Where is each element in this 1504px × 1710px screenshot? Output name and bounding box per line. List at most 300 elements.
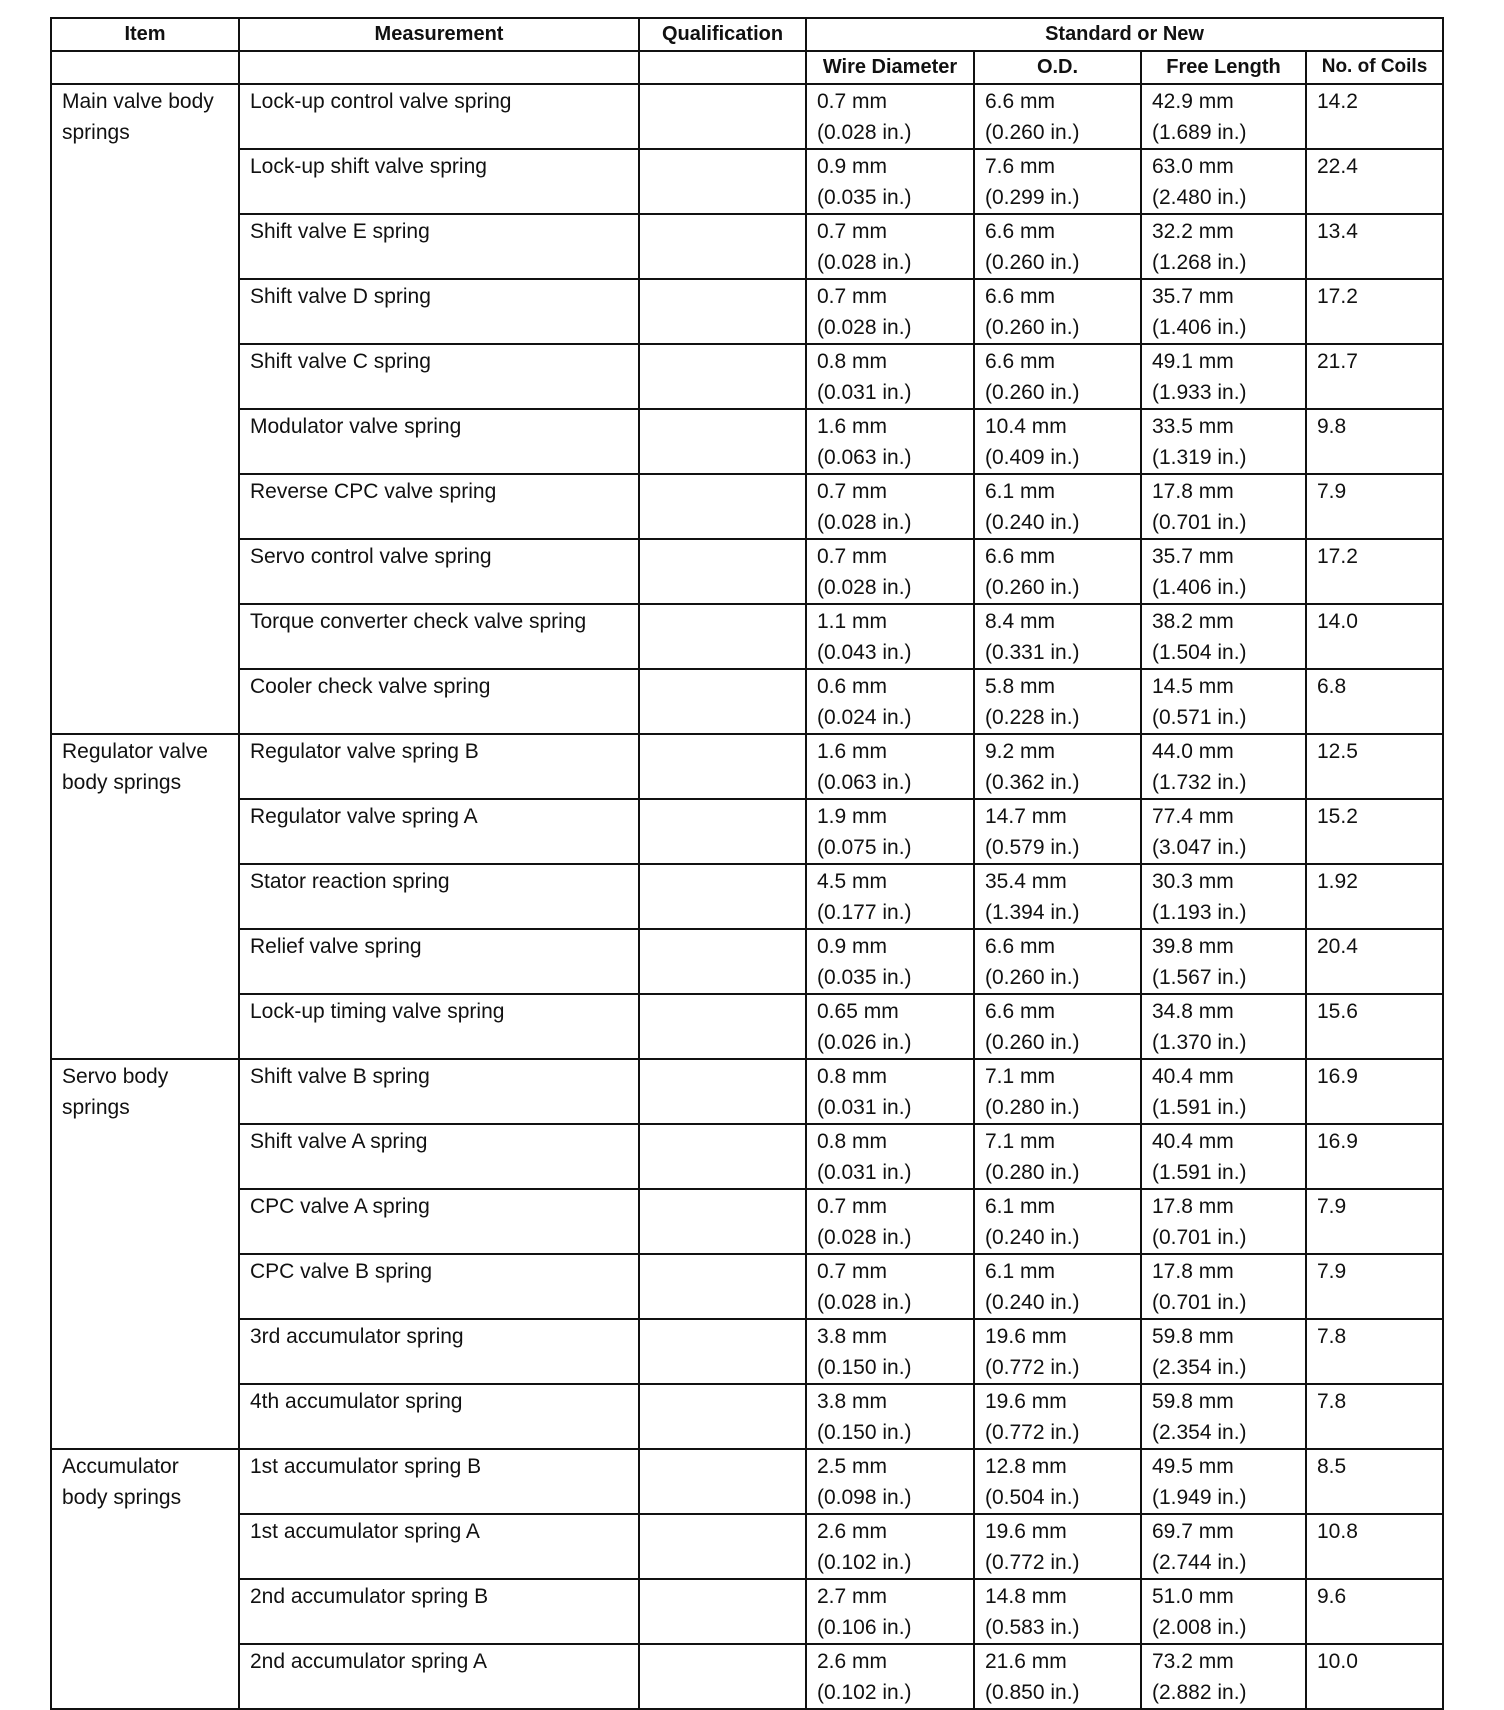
header-free-length: Free Length [1141, 51, 1306, 84]
coils-cell [1306, 214, 1443, 279]
wire-diameter-cell-value: (0.028 in.) [817, 316, 912, 339]
coils-cell [1306, 1254, 1443, 1319]
coils-cell-value: 7.8 [1317, 1325, 1347, 1348]
qualification-cell [639, 1384, 806, 1449]
measurement-cell-value: Shift valve C spring [250, 350, 431, 373]
measurement-cell-value: Lock-up timing valve spring [250, 1000, 505, 1023]
od-cell-value: 6.6 mm [985, 90, 1056, 113]
od-cell-value: 6.6 mm [985, 220, 1056, 243]
coils-cell [1306, 1124, 1443, 1189]
free-length-cell-value: (1.370 in.) [1152, 1031, 1247, 1054]
measurement-cell [239, 929, 639, 994]
free-length-cell-value: (1.319 in.) [1152, 446, 1247, 469]
qualification-cell [639, 604, 806, 669]
wire-diameter-cell-value: 2.6 mm [817, 1650, 888, 1673]
free-length-cell-value: 73.2 mm [1152, 1650, 1234, 1673]
coils-cell-value: 16.9 [1317, 1130, 1358, 1153]
table-row [51, 1579, 1443, 1644]
od-cell-value: 6.1 mm [985, 1260, 1056, 1283]
qualification-cell [639, 409, 806, 474]
coils-cell [1306, 1319, 1443, 1384]
measurement-cell [239, 1124, 639, 1189]
group-item-label: Main valve body springs [62, 90, 214, 144]
qualification-cell [639, 1644, 806, 1709]
measurement-cell-value: Torque converter check valve spring [250, 610, 587, 633]
coils-cell-value: 9.8 [1317, 415, 1347, 438]
measurement-cell [239, 799, 639, 864]
od-cell-value: (0.260 in.) [985, 381, 1080, 404]
wire-diameter-cell-value: 2.6 mm [817, 1520, 888, 1543]
free-length-cell-value: 44.0 mm [1152, 740, 1234, 763]
group-item-label: Accumulator body springs [62, 1455, 182, 1509]
coils-cell [1306, 539, 1443, 604]
od-cell-value: (0.228 in.) [985, 706, 1080, 729]
free-length-cell-value: 42.9 mm [1152, 90, 1234, 113]
wire-diameter-cell [806, 1189, 974, 1254]
free-length-cell-value: 51.0 mm [1152, 1585, 1234, 1608]
table-row [51, 669, 1443, 734]
measurement-cell [239, 409, 639, 474]
wire-diameter-cell [806, 409, 974, 474]
table-row [51, 1254, 1443, 1319]
wire-diameter-cell [806, 539, 974, 604]
measurement-cell-value: 2nd accumulator spring A [250, 1650, 487, 1673]
wire-diameter-cell-value: (0.063 in.) [817, 771, 912, 794]
wire-diameter-cell-value: (0.150 in.) [817, 1356, 912, 1379]
measurement-cell-value: Regulator valve spring B [250, 740, 479, 763]
qualification-cell [639, 734, 806, 799]
free-length-cell-value: 17.8 mm [1152, 1260, 1234, 1283]
od-cell-value: (0.260 in.) [985, 576, 1080, 599]
qualification-cell [639, 1319, 806, 1384]
measurement-cell-value: Relief valve spring [250, 935, 422, 958]
measurement-cell-value: Shift valve D spring [250, 285, 431, 308]
free-length-cell-value: 35.7 mm [1152, 285, 1234, 308]
coils-cell-value: 6.8 [1317, 675, 1347, 698]
free-length-cell-value: (2.744 in.) [1152, 1551, 1247, 1574]
od-cell [974, 1449, 1141, 1514]
wire-diameter-cell [806, 1644, 974, 1709]
table-row [51, 1124, 1443, 1189]
wire-diameter-cell-value: (0.028 in.) [817, 1291, 912, 1314]
free-length-cell [1141, 994, 1306, 1059]
free-length-cell [1141, 799, 1306, 864]
wire-diameter-cell-value: (0.035 in.) [817, 186, 912, 209]
od-cell-value: (0.260 in.) [985, 316, 1080, 339]
free-length-cell-value: (1.268 in.) [1152, 251, 1247, 274]
wire-diameter-cell-value: (0.043 in.) [817, 641, 912, 664]
measurement-cell-value: 3rd accumulator spring [250, 1325, 464, 1348]
table-row [51, 409, 1443, 474]
header-row-1 [51, 18, 1443, 51]
coils-cell-value: 9.6 [1317, 1585, 1347, 1608]
coils-cell [1306, 84, 1443, 149]
wire-diameter-cell-value: (0.024 in.) [817, 706, 912, 729]
od-cell-value: (0.772 in.) [985, 1551, 1080, 1574]
coils-cell-value: 17.2 [1317, 545, 1358, 568]
free-length-cell [1141, 474, 1306, 539]
free-length-cell-value: (1.732 in.) [1152, 771, 1247, 794]
wire-diameter-cell-value: 0.6 mm [817, 675, 888, 698]
free-length-cell-value: (1.591 in.) [1152, 1161, 1247, 1184]
measurement-cell-value: Lock-up control valve spring [250, 90, 512, 113]
wire-diameter-cell [806, 669, 974, 734]
od-cell-value: (0.260 in.) [985, 966, 1080, 989]
wire-diameter-cell [806, 929, 974, 994]
free-length-cell-value: (0.701 in.) [1152, 511, 1247, 534]
table-row [51, 1319, 1443, 1384]
od-cell-value: (0.772 in.) [985, 1421, 1080, 1444]
measurement-cell [239, 474, 639, 539]
free-length-cell [1141, 1059, 1306, 1124]
wire-diameter-cell-value: 0.8 mm [817, 350, 888, 373]
wire-diameter-cell-value: (0.028 in.) [817, 1226, 912, 1249]
coils-cell-value: 7.9 [1317, 1260, 1347, 1283]
wire-diameter-cell-value: (0.035 in.) [817, 966, 912, 989]
table-row [51, 214, 1443, 279]
header-wire-diameter: Wire Diameter [806, 51, 974, 84]
wire-diameter-cell [806, 344, 974, 409]
wire-diameter-cell [806, 864, 974, 929]
measurement-cell [239, 1059, 639, 1124]
od-cell [974, 929, 1141, 994]
coils-cell [1306, 279, 1443, 344]
coils-cell [1306, 734, 1443, 799]
free-length-cell-value: (1.949 in.) [1152, 1486, 1247, 1509]
header-row-2 [51, 51, 1443, 84]
free-length-cell [1141, 734, 1306, 799]
wire-diameter-cell-value: 1.6 mm [817, 415, 888, 438]
free-length-cell [1141, 1319, 1306, 1384]
wire-diameter-cell-value: (0.028 in.) [817, 576, 912, 599]
free-length-cell [1141, 409, 1306, 474]
qualification-cell [639, 279, 806, 344]
table-row [51, 149, 1443, 214]
coils-cell [1306, 799, 1443, 864]
free-length-cell [1141, 1644, 1306, 1709]
measurement-cell [239, 1644, 639, 1709]
wire-diameter-cell [806, 1384, 974, 1449]
measurement-cell-value: Cooler check valve spring [250, 675, 491, 698]
od-cell-value: (0.240 in.) [985, 1226, 1080, 1249]
wire-diameter-cell-value: 0.7 mm [817, 285, 888, 308]
table-row [51, 1449, 1443, 1514]
wire-diameter-cell-value: 2.7 mm [817, 1585, 888, 1608]
free-length-cell-value: (0.571 in.) [1152, 706, 1247, 729]
od-cell-value: (0.583 in.) [985, 1616, 1080, 1639]
free-length-cell [1141, 279, 1306, 344]
coils-cell-value: 16.9 [1317, 1065, 1358, 1088]
qualification-cell [639, 994, 806, 1059]
qualification-cell [639, 1189, 806, 1254]
coils-cell [1306, 1059, 1443, 1124]
measurement-cell [239, 1254, 639, 1319]
qualification-cell [639, 344, 806, 409]
wire-diameter-cell [806, 1124, 974, 1189]
measurement-cell [239, 344, 639, 409]
od-cell-value: 8.4 mm [985, 610, 1056, 633]
od-cell-value: (0.409 in.) [985, 446, 1080, 469]
od-cell-value: (0.579 in.) [985, 836, 1080, 859]
od-cell-value: (0.260 in.) [985, 121, 1080, 144]
wire-diameter-cell-value: 0.7 mm [817, 90, 888, 113]
free-length-cell-value: (1.567 in.) [1152, 966, 1247, 989]
free-length-cell-value: 32.2 mm [1152, 220, 1234, 243]
header-od: O.D. [974, 51, 1141, 84]
wire-diameter-cell [806, 604, 974, 669]
od-cell-value: (0.772 in.) [985, 1356, 1080, 1379]
free-length-cell-value: (1.933 in.) [1152, 381, 1247, 404]
od-cell [974, 994, 1141, 1059]
group-item-cell [51, 734, 239, 1059]
wire-diameter-cell-value: 2.5 mm [817, 1455, 888, 1478]
wire-diameter-cell-value: (0.028 in.) [817, 511, 912, 534]
wire-diameter-cell [806, 1514, 974, 1579]
measurement-cell [239, 279, 639, 344]
free-length-cell-value: (2.008 in.) [1152, 1616, 1247, 1639]
wire-diameter-cell-value: (0.075 in.) [817, 836, 912, 859]
od-cell-value: 5.8 mm [985, 675, 1056, 698]
qualification-cell [639, 539, 806, 604]
wire-diameter-cell [806, 474, 974, 539]
qualification-cell [639, 1254, 806, 1319]
group-item-label: Servo body springs [62, 1065, 169, 1119]
wire-diameter-cell-value: 0.7 mm [817, 220, 888, 243]
wire-diameter-cell-value: 0.7 mm [817, 480, 888, 503]
header-measurement: Measurement [239, 18, 639, 51]
coils-cell [1306, 604, 1443, 669]
wire-diameter-cell [806, 799, 974, 864]
coils-cell [1306, 864, 1443, 929]
measurement-cell-value: Shift valve B spring [250, 1065, 430, 1088]
od-cell-value: 6.6 mm [985, 285, 1056, 308]
measurement-cell-value: 1st accumulator spring A [250, 1520, 480, 1543]
free-length-cell-value: 49.5 mm [1152, 1455, 1234, 1478]
free-length-cell [1141, 929, 1306, 994]
od-cell-value: 6.6 mm [985, 350, 1056, 373]
coils-cell-value: 14.2 [1317, 90, 1358, 113]
coils-cell [1306, 1449, 1443, 1514]
coils-cell-value: 12.5 [1317, 740, 1358, 763]
measurement-cell [239, 1319, 639, 1384]
od-cell-value: 6.6 mm [985, 545, 1056, 568]
table-row [51, 799, 1443, 864]
table-row [51, 994, 1443, 1059]
od-cell-value: 12.8 mm [985, 1455, 1067, 1478]
table-row [51, 344, 1443, 409]
od-cell-value: 19.6 mm [985, 1520, 1067, 1543]
measurement-cell [239, 604, 639, 669]
od-cell-value: (0.260 in.) [985, 1031, 1080, 1054]
measurement-cell [239, 1189, 639, 1254]
od-cell [974, 1124, 1141, 1189]
free-length-cell [1141, 1254, 1306, 1319]
free-length-cell-value: (3.047 in.) [1152, 836, 1247, 859]
measurement-cell [239, 1514, 639, 1579]
free-length-cell-value: 38.2 mm [1152, 610, 1234, 633]
wire-diameter-cell-value: 1.6 mm [817, 740, 888, 763]
group-item-cell [51, 1059, 239, 1449]
od-cell [974, 799, 1141, 864]
wire-diameter-cell-value: 0.7 mm [817, 545, 888, 568]
od-cell [974, 1644, 1141, 1709]
wire-diameter-cell-value: (0.026 in.) [817, 1031, 912, 1054]
table-row [51, 84, 1443, 149]
free-length-cell-value: 17.8 mm [1152, 1195, 1234, 1218]
od-cell [974, 214, 1141, 279]
wire-diameter-cell-value: 3.8 mm [817, 1390, 888, 1413]
header-qualification: Qualification [639, 18, 806, 51]
wire-diameter-cell-value: 0.8 mm [817, 1065, 888, 1088]
header-blank-item [51, 51, 239, 84]
header-standard: Standard or New [806, 18, 1443, 51]
measurement-cell [239, 1384, 639, 1449]
coils-cell-value: 10.0 [1317, 1650, 1358, 1673]
coils-cell [1306, 344, 1443, 409]
table-row [51, 604, 1443, 669]
od-cell-value: 21.6 mm [985, 1650, 1067, 1673]
qualification-cell [639, 864, 806, 929]
coils-cell-value: 14.0 [1317, 610, 1358, 633]
od-cell-value: (0.299 in.) [985, 186, 1080, 209]
qualification-cell [639, 799, 806, 864]
od-cell [974, 1189, 1141, 1254]
wire-diameter-cell [806, 994, 974, 1059]
measurement-cell-value: 2nd accumulator spring B [250, 1585, 489, 1608]
coils-cell [1306, 994, 1443, 1059]
group-item-label: Regulator valve body springs [62, 740, 208, 794]
measurement-cell-value: CPC valve A spring [250, 1195, 430, 1218]
free-length-cell [1141, 1579, 1306, 1644]
qualification-cell [639, 149, 806, 214]
qualification-cell [639, 1514, 806, 1579]
od-cell-value: 19.6 mm [985, 1390, 1067, 1413]
coils-cell-value: 7.8 [1317, 1390, 1347, 1413]
group-item-cell [51, 84, 239, 734]
free-length-cell [1141, 1384, 1306, 1449]
od-cell-value: (0.850 in.) [985, 1681, 1080, 1704]
wire-diameter-cell [806, 214, 974, 279]
od-cell-value: 6.6 mm [985, 1000, 1056, 1023]
od-cell-value: 9.2 mm [985, 740, 1056, 763]
wire-diameter-cell-value: (0.028 in.) [817, 121, 912, 144]
coils-cell [1306, 149, 1443, 214]
table-row [51, 1189, 1443, 1254]
od-cell [974, 1514, 1141, 1579]
od-cell-value: 6.6 mm [985, 935, 1056, 958]
free-length-cell-value: 39.8 mm [1152, 935, 1234, 958]
measurement-cell-value: CPC valve B spring [250, 1260, 433, 1283]
free-length-cell [1141, 1189, 1306, 1254]
free-length-cell-value: 17.8 mm [1152, 480, 1234, 503]
free-length-cell-value: 33.5 mm [1152, 415, 1234, 438]
od-cell [974, 84, 1141, 149]
wire-diameter-cell-value: 4.5 mm [817, 870, 888, 893]
coils-cell-value: 21.7 [1317, 350, 1358, 373]
od-cell-value: (0.240 in.) [985, 511, 1080, 534]
measurement-cell [239, 669, 639, 734]
od-cell [974, 149, 1141, 214]
table-row [51, 1644, 1443, 1709]
table-row [51, 279, 1443, 344]
spring-spec-table [50, 17, 1444, 1710]
coils-cell-value: 7.9 [1317, 480, 1347, 503]
table-row [51, 1514, 1443, 1579]
free-length-cell-value: (1.504 in.) [1152, 641, 1247, 664]
coils-cell-value: 1.92 [1317, 870, 1358, 893]
od-cell [974, 604, 1141, 669]
table-row [51, 1384, 1443, 1449]
od-cell-value: (0.240 in.) [985, 1291, 1080, 1314]
free-length-cell [1141, 864, 1306, 929]
measurement-cell [239, 1579, 639, 1644]
wire-diameter-cell-value: (0.177 in.) [817, 901, 912, 924]
free-length-cell-value: (2.354 in.) [1152, 1356, 1247, 1379]
free-length-cell-value: (0.701 in.) [1152, 1226, 1247, 1249]
wire-diameter-cell-value: (0.028 in.) [817, 251, 912, 274]
qualification-cell [639, 929, 806, 994]
od-cell [974, 409, 1141, 474]
od-cell-value: 35.4 mm [985, 870, 1067, 893]
wire-diameter-cell [806, 279, 974, 344]
measurement-cell-value: Reverse CPC valve spring [250, 480, 497, 503]
measurement-cell [239, 864, 639, 929]
od-cell [974, 279, 1141, 344]
od-cell [974, 669, 1141, 734]
coils-cell [1306, 409, 1443, 474]
qualification-cell [639, 1059, 806, 1124]
od-cell [974, 1319, 1141, 1384]
free-length-cell-value: (2.480 in.) [1152, 186, 1247, 209]
wire-diameter-cell [806, 149, 974, 214]
od-cell-value: 14.8 mm [985, 1585, 1067, 1608]
od-cell-value: 7.1 mm [985, 1130, 1056, 1153]
wire-diameter-cell-value: (0.102 in.) [817, 1681, 912, 1704]
free-length-cell-value: (1.591 in.) [1152, 1096, 1247, 1119]
measurement-cell-value: Stator reaction spring [250, 870, 450, 893]
free-length-cell-value: 40.4 mm [1152, 1130, 1234, 1153]
wire-diameter-cell-value: (0.063 in.) [817, 446, 912, 469]
coils-cell [1306, 1514, 1443, 1579]
measurement-cell [239, 149, 639, 214]
free-length-cell [1141, 1124, 1306, 1189]
od-cell [974, 1059, 1141, 1124]
measurement-cell [239, 1449, 639, 1514]
measurement-cell-value: 1st accumulator spring B [250, 1455, 482, 1478]
od-cell [974, 344, 1141, 409]
free-length-cell [1141, 1514, 1306, 1579]
measurement-cell [239, 214, 639, 279]
od-cell-value: 6.1 mm [985, 1195, 1056, 1218]
free-length-cell-value: 40.4 mm [1152, 1065, 1234, 1088]
table-row [51, 864, 1443, 929]
wire-diameter-cell-value: (0.098 in.) [817, 1486, 912, 1509]
qualification-cell [639, 1579, 806, 1644]
measurement-cell [239, 539, 639, 604]
wire-diameter-cell-value: 3.8 mm [817, 1325, 888, 1348]
qualification-cell [639, 474, 806, 539]
free-length-cell [1141, 669, 1306, 734]
free-length-cell-value: (1.193 in.) [1152, 901, 1247, 924]
od-cell-value: (0.331 in.) [985, 641, 1080, 664]
wire-diameter-cell [806, 1059, 974, 1124]
measurement-cell [239, 84, 639, 149]
wire-diameter-cell-value: (0.031 in.) [817, 1096, 912, 1119]
od-cell-value: (0.362 in.) [985, 771, 1080, 794]
coils-cell [1306, 1189, 1443, 1254]
qualification-cell [639, 84, 806, 149]
od-cell-value: 14.7 mm [985, 805, 1067, 828]
